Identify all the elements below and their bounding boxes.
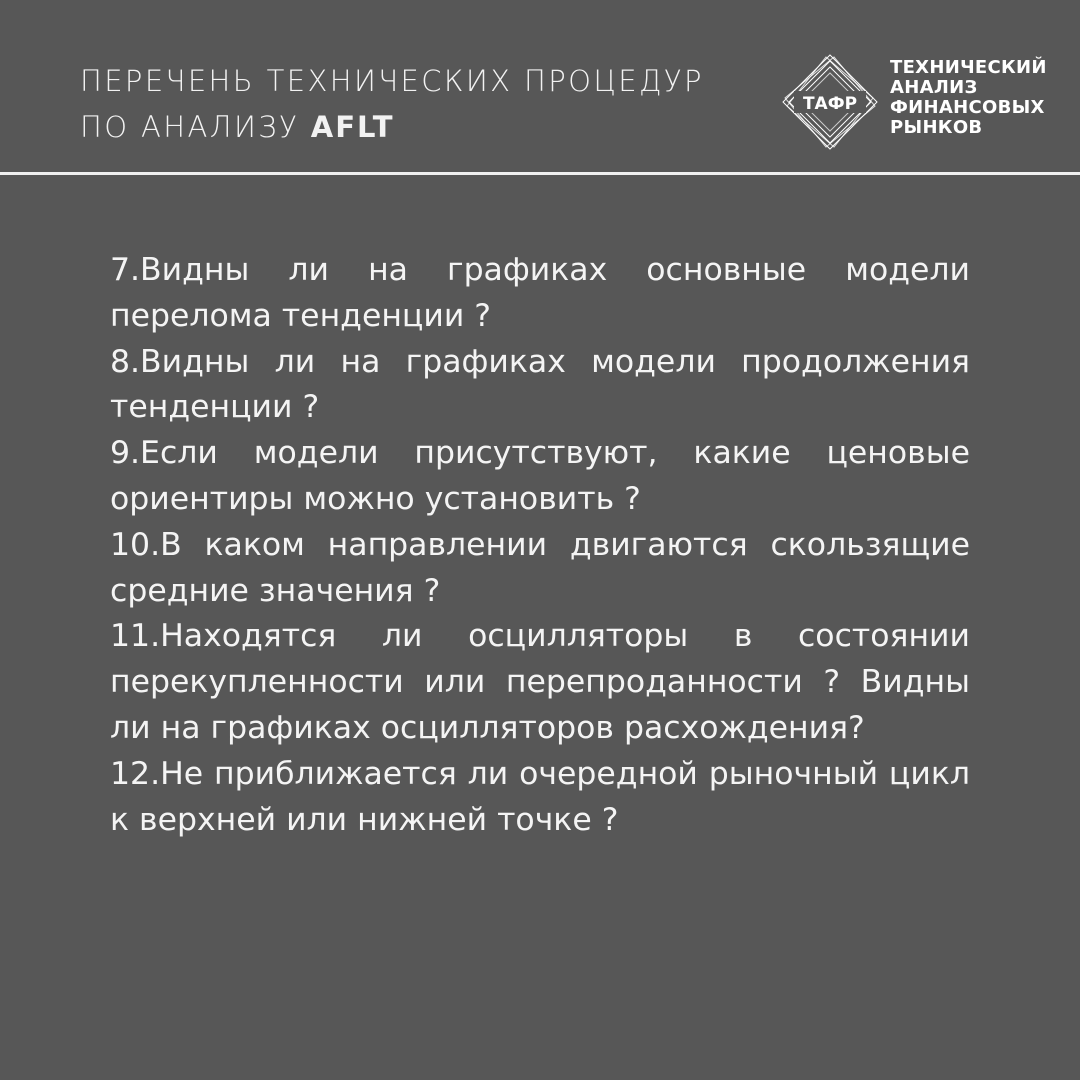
layered-diamond-icon: [780, 52, 880, 152]
logo-text-line-1: ТЕХНИЧЕСКИЙ: [890, 57, 1047, 78]
logo-text-line-3: ФИНАНСОВЫХ: [890, 97, 1045, 118]
list-item: 9.Если модели присутствуют, какие ценовые ориентиры можно установить ?: [110, 435, 970, 517]
page-title-line-1: ПЕРЕЧЕНЬ ТЕХНИЧЕСКИХ ПРОЦЕДУР: [80, 64, 704, 98]
list-item: 7.Видны ли на графиках основные модели перелома тенденции ?: [110, 252, 970, 334]
list-item: 11.Находятся ли осцилляторы в состоянии перекупленности или перепроданности ? Видны ли на графиках осцилляторов расхождения?: [110, 618, 970, 746]
header-divider: [0, 172, 1080, 175]
procedure-list: [110, 248, 970, 843]
ticker-symbol: AFLT: [310, 110, 395, 144]
page-title: [80, 58, 770, 150]
list-item: 8.Видны ли на графиках модели продолжения тенденции ?: [110, 343, 970, 426]
page-title-line-2: [80, 104, 770, 150]
list-item: 12.Не приближается ли очередной рыночный цикл к верхней или нижней точке ?: [110, 755, 970, 838]
logo-text-line-4: РЫНКОВ: [890, 117, 983, 138]
logo-text-line-2: АНАЛИЗ: [890, 77, 978, 98]
logo-text: [890, 58, 1070, 138]
page-title-prefix: ПО АНАЛИЗУ: [80, 110, 311, 144]
list-item: 10.В каком направлении двигаются скользящие средние значения ?: [110, 526, 970, 609]
logo-mark-text: ТАФР: [802, 94, 858, 114]
